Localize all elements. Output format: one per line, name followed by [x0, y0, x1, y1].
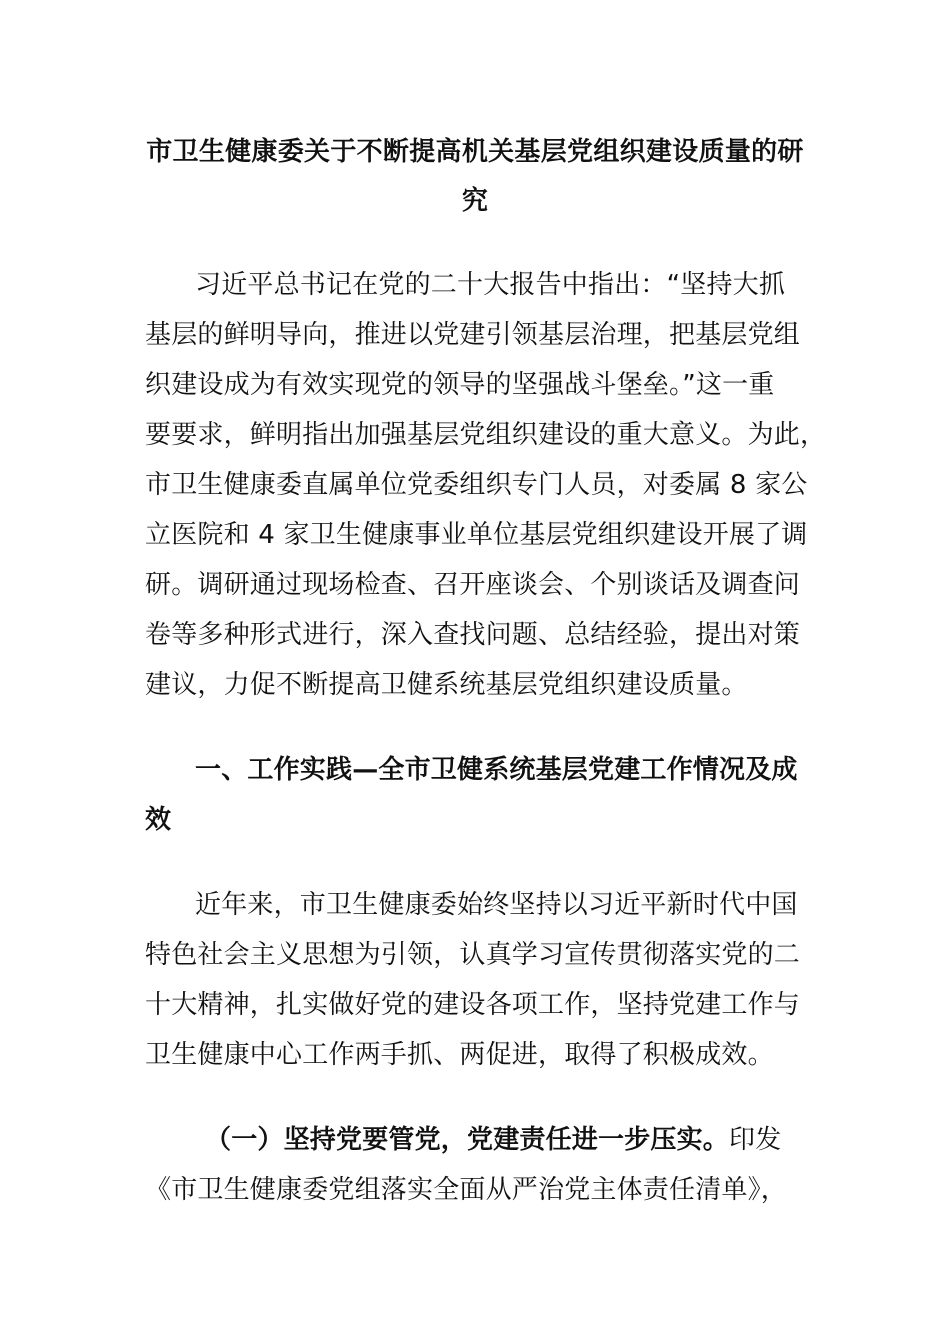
paragraph-1-line-2: 基层的鲜明导向，推进以党建引领基层治理，把基层党组: [145, 320, 801, 350]
paragraph-1-line-5: 市卫生健康委直属单位党委组织专门人员，对委属 8 家公: [145, 470, 808, 500]
paragraph-1-line-1: 习近平总书记在党的二十大报告中指出：“坚持大抓: [195, 270, 786, 300]
document-title-line-2: 究: [461, 186, 489, 216]
paragraph-2-line-4: 卫生健康中心工作两手抓、两促进，取得了积极成效。: [145, 1040, 774, 1070]
section-1-heading-line-2: 效: [145, 805, 172, 835]
section-1-heading-line-1: 一、工作实践—全市卫健系统基层党建工作情况及成: [195, 755, 798, 785]
subsection-1-heading-tail: 印发: [729, 1125, 782, 1155]
paragraph-1-line-3: 织建设成为有效实现党的领导的坚强战斗堡垒。”这一重: [145, 370, 775, 400]
subsection-1-line-1: [205, 1125, 781, 1155]
subsection-1-heading: （一）坚持党要管党，党建责任进一步压实。: [205, 1125, 730, 1155]
paragraph-1-line-8: 卷等多种形式进行，深入查找问题、总结经验，提出对策: [145, 620, 801, 650]
paragraph-1-line-6: 立医院和 4 家卫生健康事业单位基层党组织建设开展了调: [145, 520, 808, 550]
paragraph-1-line-4: 要要求，鲜明指出加强基层党组织建设的重大意义。为此，: [145, 420, 827, 450]
subsection-1-line-2: 《市卫生健康委党组落实全面从严治党主体责任清单》，: [145, 1175, 788, 1205]
paragraph-1-line-7: 研。调研通过现场检查、召开座谈会、个别谈话及调查问: [145, 570, 801, 600]
paragraph-1-line-9: 建议，力促不断提高卫健系统基层党组织建设质量。: [145, 670, 748, 700]
paragraph-2-line-1: 近年来，市卫生健康委始终坚持以习近平新时代中国: [195, 890, 798, 920]
document-title-line-1: 市卫生健康委关于不断提高机关基层党组织建设质量的研: [146, 137, 804, 167]
paragraph-2-line-3: 十大精神，扎实做好党的建设各项工作，坚持党建工作与: [145, 990, 801, 1020]
paragraph-2-line-2: 特色社会主义思想为引领，认真学习宣传贯彻落实党的二: [145, 940, 801, 970]
